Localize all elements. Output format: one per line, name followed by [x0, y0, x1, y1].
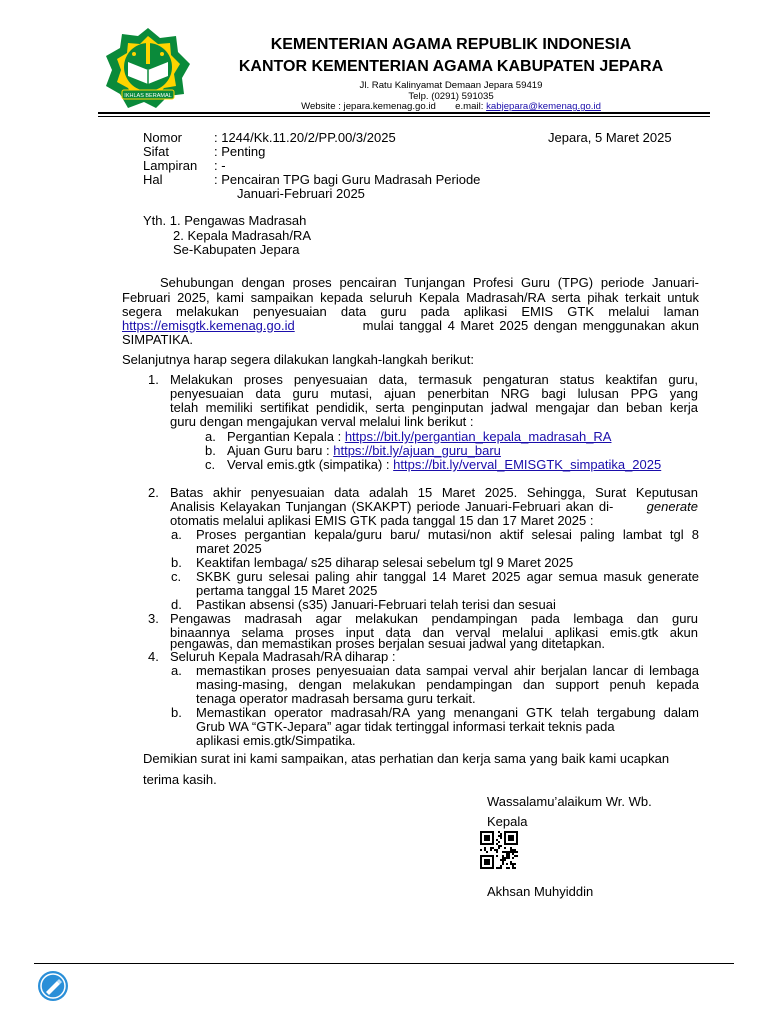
item-3-number: 3. — [148, 611, 159, 626]
website-label: Website : jepara.kemenag.go.id — [301, 101, 436, 112]
item-3-line-3: pengawas, dan memastikan proses berjalan sesuai jadwal yang ditetapkan. — [170, 636, 606, 651]
item-4a-line-1: memastikan proses penyesuaian data sampai verval ahir berjalan lancar di lembaga — [196, 663, 699, 678]
item-4b-line-1: Memastikan operator madrasah/RA yang menangani GTK telah tergabung dalam — [196, 705, 699, 720]
recipient-3: Se-Kabupaten Jepara — [173, 242, 300, 257]
item-1-number: 1. — [148, 372, 159, 387]
item-2a-line-2: maret 2025 — [196, 541, 262, 556]
item-2c-line-1: SKBK guru selesai paling ahir tanggal 14 Maret 2025 agar semua masuk generate — [196, 569, 699, 584]
item-4-line-1: Seluruh Kepala Madrasah/RA diharap : — [170, 649, 396, 664]
item-2c-line-2: pertama tanggal 15 Maret 2025 — [196, 583, 378, 598]
verval-emisgtk-link[interactable]: https://bit.ly/verval_EMISGTK_simpatika_2025 — [393, 457, 662, 472]
sifat-label: Sifat — [143, 144, 170, 159]
email-label: e.mail: — [455, 101, 484, 112]
item-4b-label: b. — [171, 705, 182, 720]
steps-intro: Selanjutnya harap segera dilakukan langkah-langkah berikut: — [122, 352, 474, 367]
item-2-line-2-text: Analisis Kelayakan Tunjangan (SKAKPT) periode Januari-Februari akan di- — [170, 499, 614, 514]
email-link[interactable]: kabjepara@kemenag.go.id — [486, 101, 601, 112]
logo-motto: IKHLAS BERAMAL — [124, 93, 172, 99]
hal-value-cont: Januari-Februari 2025 — [237, 186, 365, 201]
office-contact — [196, 101, 706, 112]
item-1-line-2: penyesuaian data guru mutasi, ajuan penerbitan NRG bagi lulusan PPG yang — [170, 386, 698, 401]
hal-label: Hal — [143, 172, 163, 187]
item-1c-text: Verval emis.gtk (simpatika) : — [227, 457, 394, 472]
item-2d: Pastikan absensi (s35) Januari-Februari telah terisi dan sesuai — [196, 597, 556, 612]
item-3-line-1: Pengawas madrasah agar melakukan pendampingan pada lembaga dan guru — [170, 611, 698, 626]
intro-line-5: SIMPATIKA. — [122, 332, 194, 347]
signatory-title: Kepala — [487, 814, 528, 829]
item-2-line-3: otomatis melalui aplikasi EMIS GTK pada tanggal 15 dan 17 Maret 2025 : — [170, 513, 594, 528]
item-2-number: 2. — [148, 485, 159, 500]
item-2a-label: a. — [171, 527, 182, 542]
emisgtk-link[interactable]: https://emisgtk.kemenag.go.id — [122, 318, 295, 333]
office-title: KANTOR KEMENTERIAN AGAMA KABUPATEN JEPARA — [238, 58, 664, 75]
intro-line-4-rest: mulai tanggal 4 Maret 2025 dengan menggunakan akun — [362, 318, 699, 333]
item-4-number: 4. — [148, 649, 159, 664]
item-4b-line-2: Grub WA “GTK-Jepara” agar tidak tertinggal informasi terkait teknis pada — [196, 719, 615, 734]
item-2d-label: d. — [171, 597, 182, 612]
intro-line-3: segera melakukan penyesuaian data guru pada aplikasi EMIS GTK melalui laman — [122, 304, 699, 319]
footer-rule — [34, 963, 734, 964]
item-1c — [227, 458, 661, 473]
item-1b-label: b. — [205, 443, 216, 458]
item-2b: Keaktifan lembaga/ s25 diharap selesai sebelum tgl 9 Maret 2025 — [196, 555, 574, 570]
recipient-1: Yth. 1. Pengawas Madrasah — [143, 213, 307, 228]
item-4a-line-2: masing-masing, dengan melakukan pendampingan dan support penuh kepada — [196, 677, 699, 692]
item-3-line-2: binaannya selama proses input data dan verval melalui aplikasi emis.gtk akun — [170, 625, 698, 640]
office-phone: Telp. (0291) 591035 — [408, 91, 494, 102]
lampiran-value: : - — [214, 158, 226, 173]
lampiran-label: Lampiran — [143, 158, 198, 173]
item-4b-line-3: aplikasi emis.gtk/Simpatika. — [196, 733, 356, 748]
letterhead-rule-thin — [98, 116, 710, 117]
hal-value: : Pencairan TPG bagi Guru Madrasah Periode — [214, 172, 481, 187]
item-4a-line-3: tenaga operator madrasah bersama guru terkait. — [196, 691, 476, 706]
ajuan-guru-baru-link[interactable]: https://bit.ly/ajuan_guru_baru — [333, 443, 501, 458]
ministry-title: KEMENTERIAN AGAMA REPUBLIK INDONESIA — [270, 36, 632, 53]
item-1a-text: Pergantian Kepala : — [227, 429, 345, 444]
item-2-line-1: Batas akhir penyesuaian data adalah 15 Maret 2025. Sehingga, Surat Keputusan — [170, 485, 698, 500]
item-1a-label: a. — [205, 429, 216, 444]
nomor-label: Nomor — [143, 130, 183, 145]
item-1-line-3: telah memiliki sertifikat pendidik, serta penginputan jadwal mengajar dan beban kerja — [170, 400, 698, 415]
item-2b-label: b. — [171, 555, 182, 570]
item-1b-text: Ajuan Guru baru : — [227, 443, 334, 458]
item-2c-label: c. — [171, 569, 182, 584]
qr-code-icon — [480, 831, 518, 869]
office-address: Jl. Ratu Kalinyamat Demaan Jepara 59419 — [359, 80, 543, 91]
item-1-line-1: Melakukan proses penyesuaian data, termasuk pengaturan status keaktifan guru, — [170, 372, 698, 387]
item-4a-label: a. — [171, 663, 182, 678]
item-1-line-4: guru dengan mengajukan verval melalui link berikut : — [170, 414, 474, 429]
intro-line-4 — [122, 319, 699, 334]
salam: Wassalamu’alaikum Wr. Wb. — [487, 794, 652, 809]
item-1c-label: c. — [205, 457, 216, 472]
recipient-2: 2. Kepala Madrasah/RA — [173, 228, 312, 243]
closing-line-2: terima kasih. — [143, 772, 217, 787]
letterhead-rule — [98, 112, 710, 114]
item-2-generate: generate — [646, 499, 698, 514]
signatory-name: Akhsan Muhyiddin — [487, 884, 594, 899]
sifat-value: : Penting — [214, 144, 266, 159]
item-2a-line-1: Proses pergantian kepala/guru baru/ mutasi/non aktif selesai paling lambat tgl 8 — [196, 527, 699, 542]
kemenag-logo — [104, 26, 192, 112]
letter-date: Jepara, 5 Maret 2025 — [548, 130, 672, 145]
pergantian-kepala-link[interactable]: https://bit.ly/pergantian_kepala_madrasah_RA — [344, 429, 612, 444]
closing-line-1: Demikian surat ini kami sampaikan, atas perhatian dan kerja sama yang baik kami ucapkan — [143, 751, 670, 766]
intro-line-2: Februari 2025, kami sampaikan kepada seluruh Kepala Madrasah/RA serta pihak terkait untuk — [122, 290, 699, 305]
bsre-seal-icon — [37, 970, 69, 1002]
nomor-value: : 1244/Kk.11.20/2/PP.00/3/2025 — [214, 130, 396, 145]
intro-line-1: Sehubungan dengan proses pencairan Tunjangan Profesi Guru (TPG) periode Januari- — [160, 275, 699, 290]
